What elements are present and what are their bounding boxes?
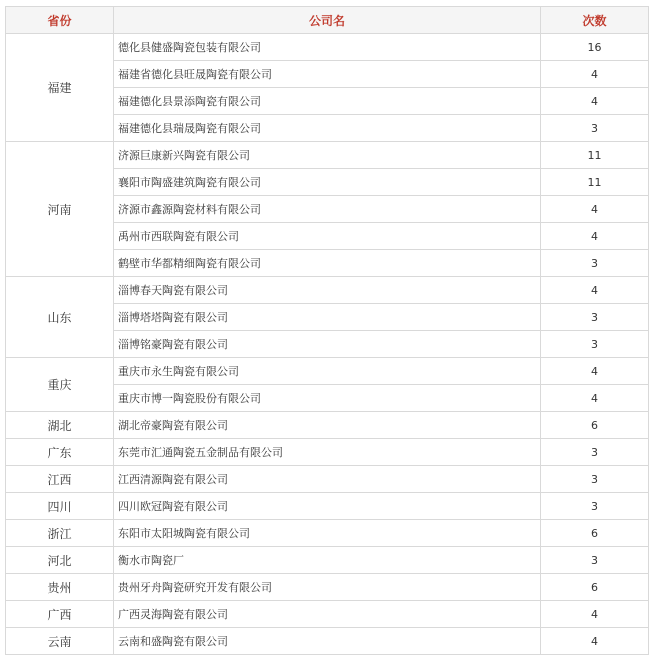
header-province: 省份	[6, 7, 114, 34]
province-cell: 河南	[6, 142, 114, 277]
header-count: 次数	[541, 7, 649, 34]
company-cell: 东莞市汇通陶瓷五金制品有限公司	[114, 439, 541, 466]
count-cell: 3	[541, 304, 649, 331]
table-row	[6, 466, 649, 493]
data-table-container	[5, 6, 648, 655]
company-cell: 襄阳市陶盛建筑陶瓷有限公司	[114, 169, 541, 196]
count-cell: 11	[541, 169, 649, 196]
province-cell: 福建	[6, 34, 114, 142]
company-cell: 福建德化县景添陶瓷有限公司	[114, 88, 541, 115]
company-cell: 福建德化县瑞晟陶瓷有限公司	[114, 115, 541, 142]
province-cell: 江西	[6, 466, 114, 493]
company-cell: 重庆市永生陶瓷有限公司	[114, 358, 541, 385]
company-cell: 福建省德化县旺晟陶瓷有限公司	[114, 61, 541, 88]
table-body	[6, 34, 649, 655]
count-cell: 3	[541, 466, 649, 493]
company-cell: 济源巨康新兴陶瓷有限公司	[114, 142, 541, 169]
province-cell: 山东	[6, 277, 114, 358]
company-cell: 江西清源陶瓷有限公司	[114, 466, 541, 493]
table-row	[6, 439, 649, 466]
company-cell: 德化县健盛陶瓷包装有限公司	[114, 34, 541, 61]
count-cell: 6	[541, 520, 649, 547]
count-cell: 4	[541, 61, 649, 88]
count-cell: 3	[541, 439, 649, 466]
company-cell: 贵州牙舟陶瓷研究开发有限公司	[114, 574, 541, 601]
company-cell: 东阳市太阳城陶瓷有限公司	[114, 520, 541, 547]
table-row	[6, 358, 649, 385]
province-cell: 云南	[6, 628, 114, 655]
company-cell: 广西灵海陶瓷有限公司	[114, 601, 541, 628]
count-cell: 4	[541, 601, 649, 628]
table-row	[6, 628, 649, 655]
company-cell: 衡水市陶瓷厂	[114, 547, 541, 574]
company-cell: 济源市鑫源陶瓷材料有限公司	[114, 196, 541, 223]
count-cell: 4	[541, 223, 649, 250]
table-row	[6, 34, 649, 61]
count-cell: 3	[541, 331, 649, 358]
count-cell: 3	[541, 250, 649, 277]
table-row	[6, 601, 649, 628]
company-cell: 四川欧冠陶瓷有限公司	[114, 493, 541, 520]
company-cell: 禹州市西联陶瓷有限公司	[114, 223, 541, 250]
company-cell: 淄博铭豪陶瓷有限公司	[114, 331, 541, 358]
table-row	[6, 277, 649, 304]
company-cell: 云南和盛陶瓷有限公司	[114, 628, 541, 655]
company-cell: 重庆市博一陶瓷股份有限公司	[114, 385, 541, 412]
province-cell: 四川	[6, 493, 114, 520]
province-cell: 重庆	[6, 358, 114, 412]
count-cell: 16	[541, 34, 649, 61]
count-cell: 6	[541, 574, 649, 601]
count-cell: 4	[541, 385, 649, 412]
province-cell: 贵州	[6, 574, 114, 601]
count-cell: 4	[541, 88, 649, 115]
table-header-row	[6, 7, 649, 34]
count-cell: 4	[541, 196, 649, 223]
count-cell: 4	[541, 628, 649, 655]
table-row	[6, 547, 649, 574]
count-cell: 4	[541, 277, 649, 304]
province-cell: 湖北	[6, 412, 114, 439]
count-cell: 3	[541, 547, 649, 574]
count-cell: 11	[541, 142, 649, 169]
province-cell: 广东	[6, 439, 114, 466]
table-row	[6, 493, 649, 520]
table-row	[6, 142, 649, 169]
company-cell: 鹤壁市华都精细陶瓷有限公司	[114, 250, 541, 277]
count-cell: 3	[541, 493, 649, 520]
province-cell: 广西	[6, 601, 114, 628]
company-cell: 淄博春天陶瓷有限公司	[114, 277, 541, 304]
table-row	[6, 574, 649, 601]
company-cell: 湖北帝豪陶瓷有限公司	[114, 412, 541, 439]
company-cell: 淄博塔塔陶瓷有限公司	[114, 304, 541, 331]
province-cell: 浙江	[6, 520, 114, 547]
province-cell: 河北	[6, 547, 114, 574]
company-count-table	[5, 6, 649, 655]
header-company: 公司名	[114, 7, 541, 34]
table-row	[6, 520, 649, 547]
count-cell: 3	[541, 115, 649, 142]
table-row	[6, 412, 649, 439]
count-cell: 6	[541, 412, 649, 439]
count-cell: 4	[541, 358, 649, 385]
